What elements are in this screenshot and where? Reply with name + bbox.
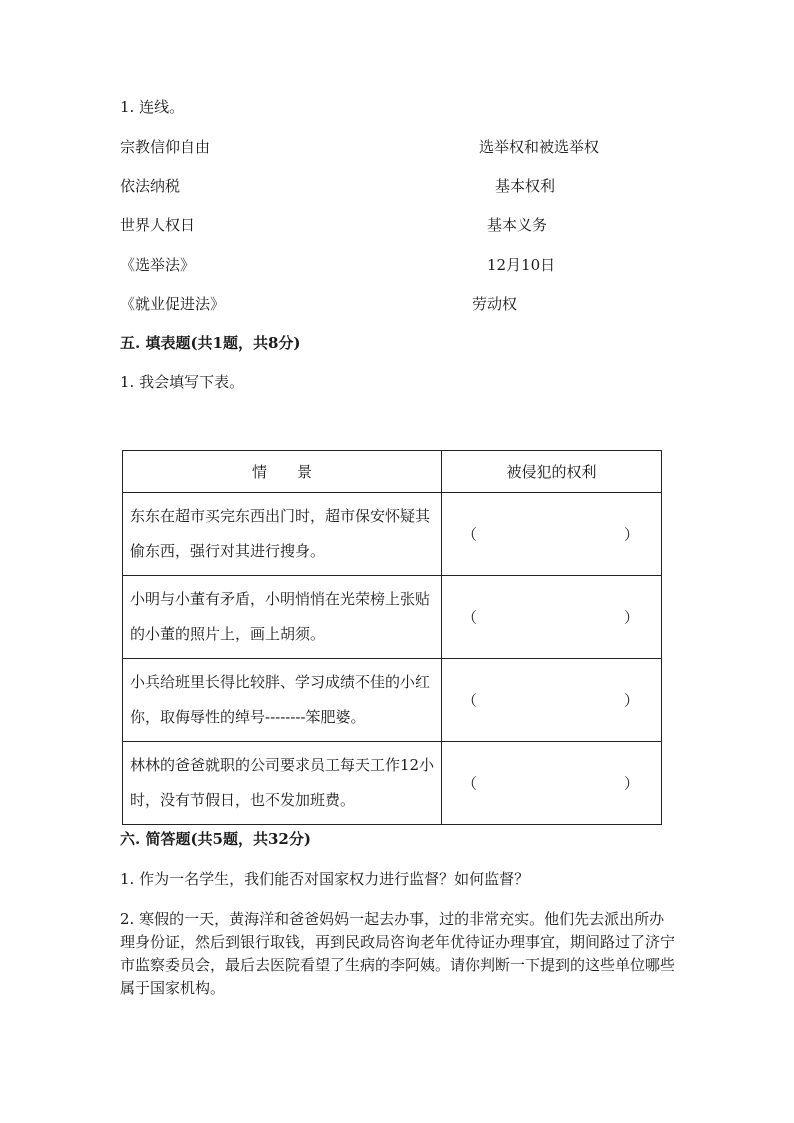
close-paren: ）: [623, 608, 639, 627]
matching-right-item: 基本义务: [487, 216, 548, 234]
matching-left-item: 宗教信仰自由: [120, 138, 211, 156]
matching-right-item: 12月10日: [487, 256, 556, 274]
answer-cell[interactable]: [442, 576, 662, 659]
short-answer-question-2: 2. 寒假的一天，黄海洋和爸爸妈妈一起去办事，过的非常充实。他们先去派出所办理身份证，然后到银行取钱，再到民政局咨询老年优待证办理事宜，期间路过了济宁市监察委员会，最后去医院看望了生病的李阿姨。请你判断一下提到的这些单位哪些属于国家机构。: [120, 910, 676, 997]
table-row: [123, 742, 662, 825]
section-six-heading: 六. 简答题(共5题，共32分): [120, 830, 311, 848]
section-five-heading: 五. 填表题(共1题，共8分): [120, 334, 301, 352]
open-paren: （: [462, 525, 478, 544]
scene-cell: 小兵给班里长得比较胖、学习成绩不佳的小红你，取侮辱性的绰号--------笨肥婆。: [123, 659, 442, 742]
answer-cell[interactable]: [442, 659, 662, 742]
open-paren: （: [462, 608, 478, 627]
scene-cell: 小明与小董有矛盾，小明悄悄在光荣榜上张贴的小董的照片上，画上胡须。: [123, 576, 442, 659]
table-row: [123, 576, 662, 659]
answer-cell[interactable]: [442, 493, 662, 576]
table-row: [123, 659, 662, 742]
matching-right-item: 劳动权: [472, 295, 518, 313]
matching-left-item: 《选举法》: [120, 256, 196, 274]
matching-left-item: 世界人权日: [120, 216, 196, 234]
matching-right-item: 基本权利: [495, 177, 556, 195]
table-row: [123, 493, 662, 576]
close-paren: ）: [623, 774, 639, 793]
scene-cell: 林林的爸爸就职的公司要求员工每天工作12小时，没有节假日，也不发加班费。: [123, 742, 442, 825]
table-header-row: [123, 451, 662, 493]
scene-cell: 东东在超市买完东西出门时，超市保安怀疑其偷东西，强行对其进行搜身。: [123, 493, 442, 576]
table-header-scene: 情 景: [123, 451, 442, 493]
fill-in-table: [122, 450, 662, 825]
short-answer-question-1: 1. 作为一名学生，我们能否对国家权力进行监督？如何监督？: [120, 870, 530, 888]
matching-right-item: 选举权和被选举权: [479, 138, 600, 156]
open-paren: （: [462, 691, 478, 710]
answer-cell[interactable]: [442, 742, 662, 825]
matching-left-item: 依法纳税: [120, 177, 181, 195]
close-paren: ）: [623, 691, 639, 710]
close-paren: ）: [623, 525, 639, 544]
matching-left-item: 《就业促进法》: [120, 295, 226, 313]
fill-table-question: 1. 我会填写下表。: [120, 373, 245, 391]
open-paren: （: [462, 774, 478, 793]
table-header-right: 被侵犯的权利: [442, 451, 662, 493]
matching-question-title: 1. 连线。: [120, 98, 185, 116]
